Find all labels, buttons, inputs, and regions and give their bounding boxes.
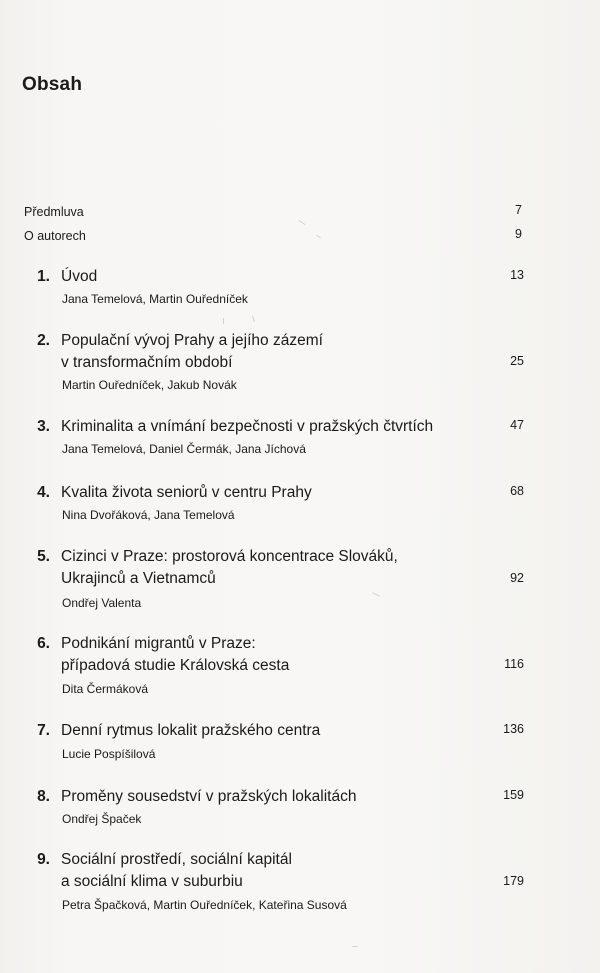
chapter-title-line: Kvalita života seniorů v centru Prahy	[61, 484, 312, 501]
chapter-title	[61, 482, 491, 504]
scan-speck	[316, 235, 321, 238]
chapter-page: 179	[503, 874, 524, 888]
chapter-title	[61, 849, 491, 893]
chapter-page: 92	[510, 571, 524, 585]
chapter-page: 116	[504, 657, 524, 671]
chapter-title-line: a sociální klima v suburbiu	[61, 873, 243, 890]
chapter-title	[61, 266, 491, 288]
chapter-page: 13	[510, 268, 524, 282]
chapter-page: 136	[503, 722, 524, 736]
chapter-title	[61, 546, 491, 590]
chapter-number: 7.	[37, 722, 50, 739]
page-title: Obsah	[22, 74, 83, 95]
chapter-title	[61, 416, 491, 438]
toc-entry-page: 7	[515, 203, 522, 217]
chapter-title	[61, 786, 491, 808]
chapter-number: 2.	[37, 332, 50, 349]
chapter-title-line: Podnikání migrantů v Praze:	[61, 635, 256, 652]
chapter-number: 9.	[37, 851, 50, 868]
chapter-title-line: Cizinci v Praze: prostorová koncentrace Slováků,	[61, 548, 398, 565]
chapter-page: 68	[510, 484, 524, 498]
toc-entry-title: Předmluva	[24, 205, 84, 219]
chapter-number: 4.	[37, 484, 50, 501]
chapter-number: 1.	[37, 268, 50, 285]
chapter-authors: Ondřej Valenta	[62, 596, 142, 610]
chapter-title-line: případová studie Královská cesta	[61, 657, 290, 674]
scan-speck	[372, 592, 380, 596]
scan-speck	[223, 318, 224, 324]
chapter-title-line: Populační vývoj Prahy a jejího zázemí	[61, 332, 323, 349]
chapter-authors: Nina Dvořáková, Jana Temelová	[62, 508, 235, 522]
chapter-number: 5.	[37, 548, 50, 565]
chapter-authors: Martin Ouředníček, Jakub Novák	[62, 378, 237, 392]
chapter-title	[61, 633, 491, 677]
chapter-number: 8.	[37, 788, 50, 805]
chapter-title	[61, 720, 491, 742]
chapter-title-line: Proměny sousedství v pražských lokalitách	[61, 788, 357, 805]
chapter-number: 3.	[37, 418, 50, 435]
chapter-title-line: Ukrajinců a Vietnamců	[61, 570, 216, 587]
chapter-title-line: Kriminalita a vnímání bezpečnosti v pražských čtvrtích	[61, 418, 434, 435]
scan-speck	[352, 946, 358, 947]
toc-entry-title: O autorech	[24, 229, 86, 243]
scan-speck	[252, 316, 255, 322]
chapter-authors: Petra Špačková, Martin Ouředníček, Kateřina Susová	[62, 898, 347, 912]
chapter-title-line: Úvod	[61, 268, 98, 285]
chapter-title-line: Sociální prostředí, sociální kapitál	[61, 851, 292, 868]
chapter-page: 25	[510, 354, 524, 368]
chapter-number: 6.	[37, 635, 50, 652]
chapter-title-line: Denní rytmus lokalit pražského centra	[61, 722, 321, 739]
chapter-authors: Lucie Pospíšilová	[62, 747, 156, 761]
chapter-authors: Jana Temelová, Martin Ouředníček	[62, 292, 248, 306]
chapter-title-line: v transformačním období	[61, 354, 233, 371]
toc-entry-page: 9	[515, 227, 522, 241]
scan-speck	[298, 220, 305, 225]
chapter-authors: Dita Čermáková	[62, 682, 149, 696]
chapter-authors: Ondřej Špaček	[62, 812, 142, 826]
chapter-page: 47	[510, 418, 524, 432]
chapter-page: 159	[503, 788, 524, 802]
chapter-title	[61, 330, 491, 374]
chapter-authors: Jana Temelová, Daniel Čermák, Jana Jíchová	[62, 442, 306, 456]
